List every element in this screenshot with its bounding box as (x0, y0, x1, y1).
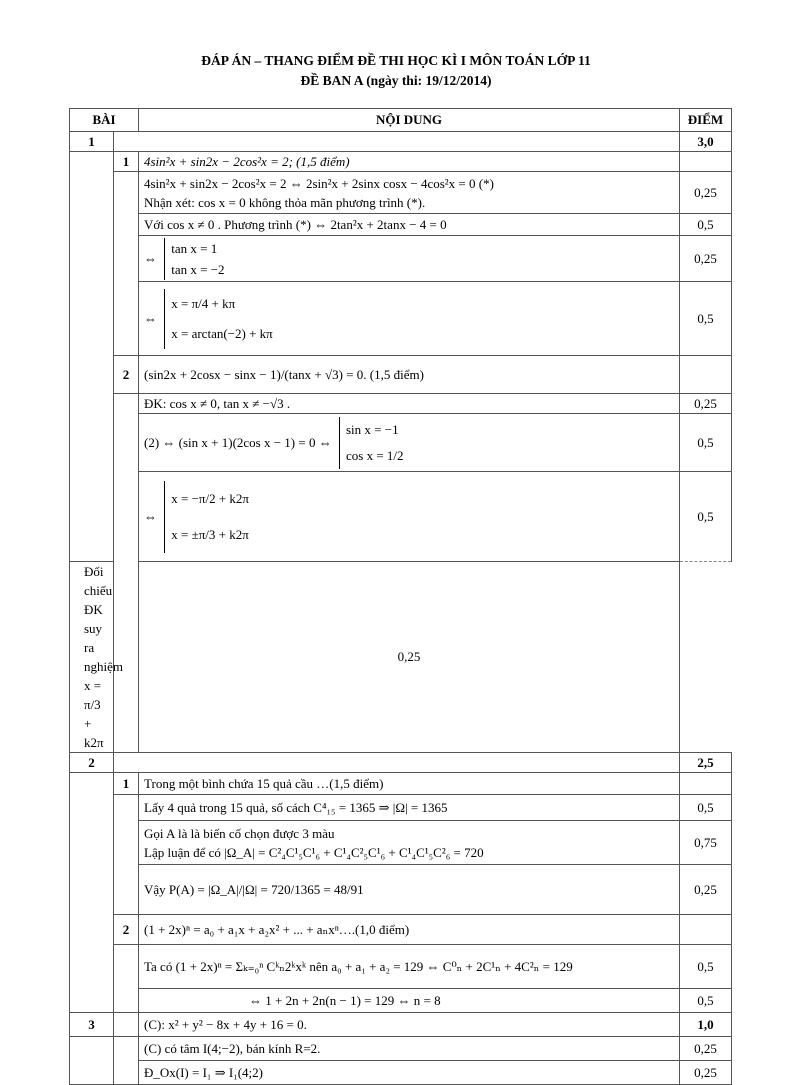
part-statement: 4sin²x + sin2x − 2cos²x = 2; (1,5 điểm) (139, 152, 680, 172)
table-header-row (70, 109, 732, 132)
step-text: Đ_Ox(I) = I₁ ⇒ I₁(4;2) (139, 1061, 680, 1085)
case-line: x = π/4 + kπ (171, 295, 236, 311)
solution-step (70, 821, 732, 865)
step-points: 0,5 (680, 282, 732, 356)
solution-step (70, 172, 732, 214)
part-number: 2 (114, 356, 139, 394)
solution-step (70, 214, 732, 236)
part-row (70, 356, 732, 394)
step-text: Ta có (1 + 2x)ⁿ = Σₖ₌₀ⁿ Cᵏₙ2ᵏxᵏ nên a₀ + a₁ + a₂ = 129 ⇔ C⁰ₙ + 2C¹ₙ + 4C²ₙ = 129 (139, 945, 680, 989)
step-points: 0,75 (680, 821, 732, 865)
step-points: 0,25 (680, 394, 732, 414)
part-number: 1 (114, 152, 139, 172)
problem-3-row (70, 1013, 732, 1037)
header-noi-dung: NỘI DUNG (139, 109, 680, 132)
equivalence-symbol: ⇔ (144, 251, 157, 266)
step-equation: Lập luận để có |Ω_A| = C²₄C¹₅C¹₆ + C¹₄C²₅C¹₆ + C¹₄C¹₅C²₆ = 720 (144, 844, 484, 860)
part-row (70, 152, 732, 172)
step-text: Đối chiếu ĐK suy ra nghiệm x = π/3 + k2π (70, 562, 114, 753)
problem-number: 1 (70, 132, 114, 152)
problem-statement: (C): x² + y² − 8x + 4y + 16 = 0. (139, 1013, 680, 1037)
case-line: tan x = 1 (171, 240, 218, 256)
solution-step (70, 1061, 732, 1085)
case-line: sin x = −1 (345, 421, 399, 437)
solution-step (70, 472, 732, 562)
equivalence-symbol: ⇔ (144, 509, 157, 524)
step-points: 0,5 (680, 214, 732, 236)
solution-set-bracket (164, 289, 272, 349)
part-row (70, 773, 732, 795)
solution-step (70, 414, 732, 472)
problem-points: 2,5 (680, 753, 732, 773)
step-text: Vậy P(A) = |Ω_A|/|Ω| = 720/1365 = 48/91 (139, 865, 680, 915)
solution-step (70, 795, 732, 821)
part-row (70, 915, 732, 945)
part-statement: Trong một bình chứa 15 quả cầu …(1,5 điểm) (139, 773, 680, 795)
case-line: x = arctan(−2) + kπ (171, 325, 273, 341)
problem-number: 3 (70, 1013, 114, 1037)
step-points: 0,25 (680, 865, 732, 915)
case-line: x = ±π/3 + k2π (171, 526, 249, 542)
problem-1-row (70, 132, 732, 152)
answer-key-subtitle: ĐỀ BAN A (ngày thi: 19/12/2014) (300, 73, 492, 88)
step-points: 0,25 (680, 1037, 732, 1061)
step-points: 0,25 (680, 172, 732, 214)
step-equation: 4sin²x + sin2x − 2cos²x = 2 ⇔ 2sin²x + 2sinx cosx − 4cos²x = 0 (*) (144, 175, 494, 191)
step-points: 0,25 (680, 1061, 732, 1085)
header-bai: BÀI (70, 109, 139, 132)
equivalence-symbol: ⇔ (144, 311, 157, 326)
step-text: ĐK: cos x ≠ 0, tan x ≠ −√3 . (139, 394, 680, 414)
answer-key-title: ĐÁP ÁN – THANG ĐIỂM ĐỀ THI HỌC KÌ I MÔN TOÁN LỚP 11 (201, 53, 591, 68)
case-line: x = −π/2 + k2π (171, 490, 249, 506)
solution-step (70, 989, 732, 1013)
solution-step (70, 394, 732, 414)
problem-points: 1,0 (680, 1013, 732, 1037)
step-points: 0,25 (680, 236, 732, 282)
part-number: 2 (114, 915, 139, 945)
solution-step (70, 282, 732, 356)
problem-number: 2 (70, 753, 114, 773)
step-points: 0,5 (680, 414, 732, 472)
answer-key-table (69, 108, 732, 1085)
step-text: ⇔ 1 + 2n + 2n(n − 1) = 129 ⇔ n = 8 (139, 989, 680, 1013)
step-note: Nhận xét: cos x = 0 không thỏa mãn phương trình (*). (144, 194, 426, 210)
header-diem: ĐIỂM (680, 109, 732, 132)
solution-step (70, 945, 732, 989)
case-line: cos x = 1/2 (345, 447, 404, 463)
solution-step (70, 236, 732, 282)
solution-set-bracket (164, 238, 224, 280)
step-note: Gọi A là là biến cố chọn được 3 màu (144, 825, 335, 841)
step-points: 0,5 (680, 472, 732, 562)
step-text: Lấy 4 quả trong 15 quả, số cách C⁴₁₅ = 1365 ⇒ |Ω| = 1365 (139, 795, 680, 821)
step-points: 0,25 (139, 562, 680, 753)
step-points: 0,5 (680, 989, 732, 1013)
problem-points: 3,0 (680, 132, 732, 152)
part-number: 1 (114, 773, 139, 795)
solution-set-bracket (164, 481, 249, 553)
case-line: tan x = −2 (171, 261, 225, 277)
part-statement: (sin2x + 2cosx − sinx − 1)/(tanx + √3) = 0. (1,5 điểm) (139, 356, 680, 394)
step-text: (2) ⇔ (sin x + 1)(2cos x − 1) = 0 ⇔ (144, 435, 332, 450)
part-statement: (1 + 2x)ⁿ = a₀ + a₁x + a₂x² + ... + aₙxⁿ….(1,0 điểm) (139, 915, 680, 945)
step-text: Với cos x ≠ 0 . Phương trình (*) ⇔ 2tan²x + 2tanx − 4 = 0 (139, 214, 680, 236)
problem-2-row (70, 753, 732, 773)
step-points: 0,5 (680, 795, 732, 821)
step-text: (C) có tâm I(4;−2), bán kính R=2. (139, 1037, 680, 1061)
solution-step (70, 865, 732, 915)
solution-step (70, 1037, 732, 1061)
solution-step (70, 562, 732, 753)
solution-set-bracket (339, 417, 404, 469)
step-points: 0,5 (680, 945, 732, 989)
